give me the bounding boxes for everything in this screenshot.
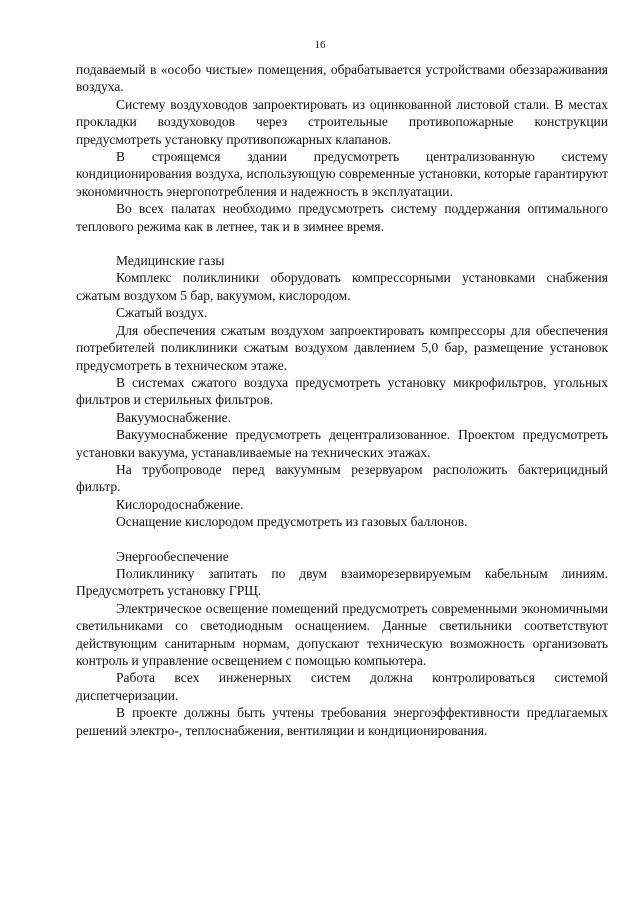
body-paragraph: Для обеспечения сжатым воздухом запроектировать компрессоры для обеспечения потребителей поликлиники сжатым воздухом давлением 5,0 бар, размещение установок предусмотреть в техническом этаже. <box>76 322 608 373</box>
body-paragraph: Оснащение кислородом предусмотреть из газовых баллонов. <box>116 514 468 530</box>
section-heading: Медицинские газы <box>116 253 225 269</box>
body-paragraph: Электрическое освещение помещений предусмотреть современными экономичными светильниками со светодиодным оснащением. Данные светильники соответствуют действующим санитарным нормам, допускают техническую возможность организовать контроль и управление освещением с помощью компьютера. <box>76 600 608 668</box>
section-heading: Кислородоснабжение. <box>116 496 244 512</box>
body-paragraph: Комплекс поликлиники оборудовать компрессорными установками снабжения сжатым воздухом 5 бар, вакуумом, кислородом. <box>76 270 608 303</box>
document-body <box>76 61 608 739</box>
body-paragraph: В строящемся здании предусмотреть централизованную систему кондиционирования воздуха, использующую современные установки, которые гарантируют экономичность энергопотребления и надежность в эксплуатации. <box>76 149 608 199</box>
body-paragraph: подаваемый в «особо чистые» помещения, обрабатывается устройствами обеззараживания воздуха. <box>76 62 608 95</box>
section-heading: Энергообеспечение <box>116 548 229 564</box>
section-heading: Сжатый воздух. <box>116 305 208 321</box>
body-paragraph: В системах сжатого воздуха предусмотреть установку микрофильтров, угольных фильтров и стерильных фильтров. <box>76 374 608 408</box>
body-paragraph: Систему воздуховодов запроектировать из оцинкованной листовой стали. В местах прокладки воздуховодов через строительные противопожарные конструкции предусмотреть установку противопожарных клапанов. <box>76 96 608 147</box>
section-spacer <box>76 235 608 252</box>
section-heading: Вакуумоснабжение. <box>116 409 232 425</box>
body-paragraph: Во всех палатах необходимо предусмотреть систему поддержания оптимального теплового режима как в летнее, так и в зимнее время. <box>76 201 608 234</box>
body-paragraph: Работа всех инженерных систем должна контролироваться системой диспетчеризации. <box>76 670 608 703</box>
body-paragraph: Поликлинику запитать по двум взаиморезервируемым кабельным линиям. Предусмотреть установку ГРЩ. <box>76 565 608 599</box>
body-paragraph: На трубопроводе перед вакуумным резервуаром расположить бактерицидный фильтр. <box>76 461 608 495</box>
page-number: 16 <box>314 39 326 51</box>
body-paragraph: Вакуумоснабжение предусмотреть децентрализованное. Проектом предусмотреть установки вакуума, устанавливаемые на технических этажах. <box>76 427 608 460</box>
body-paragraph: В проекте должны быть учтены требования энергоэффективности предлагаемых решений электро-, теплоснабжения, вентиляции и кондиционирования. <box>76 705 608 738</box>
section-spacer <box>76 531 608 548</box>
